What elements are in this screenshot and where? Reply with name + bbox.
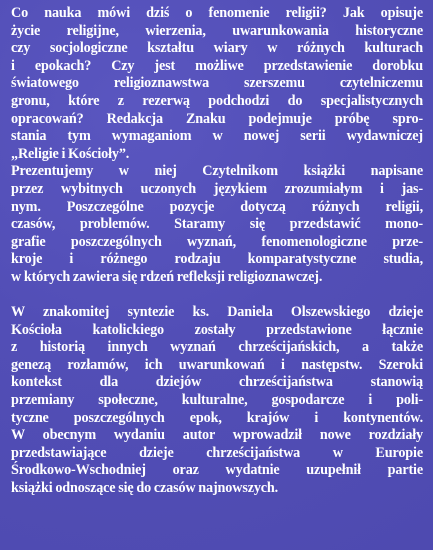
text-line: nym. Poszczególne pozycje dotyczą różnych religii, (11, 198, 423, 215)
text-line: W obecnym wydaniu autor wprowadził nowe rozdziały (11, 427, 423, 444)
text-line: Kościoła katolickiego zostały przedstawione łącznie (11, 321, 423, 338)
text-line: grafie poszczególnych wyznań, fenomenologiczne prze- (11, 233, 423, 250)
text-line: genezą rozłamów, ich uwarunkowań i następstw. Szeroki (11, 356, 423, 373)
text-line: Prezentujemy w niej Czytelnikom książki napisane (11, 163, 423, 180)
text-line: przez wybitnych uczonych językiem zrozumiałym i jas- (11, 180, 423, 197)
text-line: w których zawiera się rdzeń refleksji religioznawczej. (11, 268, 323, 285)
text-line: gronu, które z rezerwą podchodzi do specjalistycznych (11, 92, 423, 109)
paragraph-series (11, 163, 423, 286)
text-line: tyczne poszczególnych epok, krajów i kontynentów. (11, 409, 423, 426)
text-line: kroje i różnego rodzaju komparatystyczne studia, (11, 251, 423, 268)
text-line: opracowań? Redakcja Znaku podejmuje próbę spro- (11, 110, 423, 127)
text-line: W znakomitej syntezie ks. Daniela Olszewskiego dzieje (11, 304, 423, 321)
text-line: Środkowo-Wschodniej oraz wydatnie uzupełnił partie (11, 462, 423, 479)
text-line: czasów, problemów. Staramy się przedstawić mono- (11, 216, 423, 233)
text-line: przemiany społeczne, kulturalne, gospodarcze i poli- (11, 392, 423, 409)
text-line: i epokach? Czy jest możliwe przedstawienie dorobku (11, 57, 423, 74)
text-line: z historią innych wyznań chrześcijańskich, a także (11, 339, 423, 356)
text-line: kontekst dla dziejów chrześcijaństwa stanowią (11, 374, 423, 391)
paragraph-gap (11, 287, 423, 305)
text-line: czy socjologiczne kształtu wiary w różnych kulturach (11, 40, 423, 57)
text-line: „Religie i Kościoły”. (11, 145, 130, 162)
paragraph-book (11, 304, 423, 498)
text-line: książki odnoszące się do czasów najnowszych. (11, 480, 279, 497)
text-line: Co nauka mówi dziś o fenomenie religii? Jak opisuje (11, 5, 423, 21)
text-line: życie religijne, wierzenia, uwarunkowania historyczne (11, 22, 423, 39)
text-line: stania tym wymaganiom w nowej serii wydawniczej (11, 128, 423, 145)
paragraph-intro (11, 5, 423, 163)
text-line: światowego religioznawstwa szerszemu czytelniczemu (11, 75, 423, 92)
text-line: przedstawiające dzieje chrześcijaństwa w Europie (11, 444, 423, 461)
